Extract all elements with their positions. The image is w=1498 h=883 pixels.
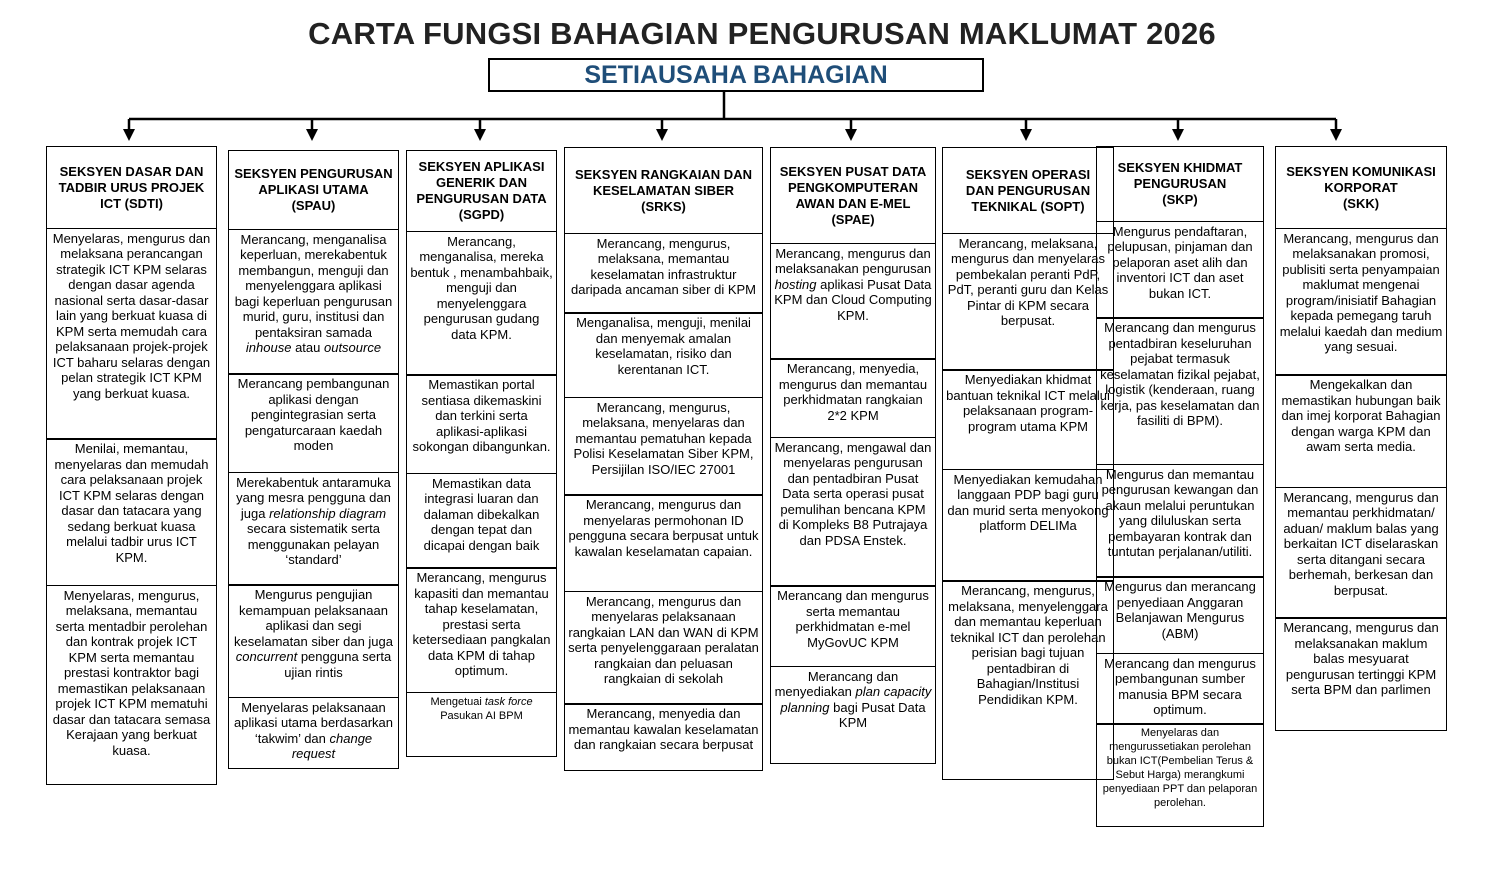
section-heading-text: [780, 164, 927, 228]
function-box: [1275, 487, 1447, 619]
section-heading-line: APLIKASI UTAMA: [258, 182, 369, 197]
chart-title: CARTA FUNGSI BAHAGIAN PENGURUSAN MAKLUMAT 2026: [308, 16, 1216, 51]
section-heading-line: SEKSYEN OPERASI: [965, 166, 1091, 182]
function-box: [228, 373, 399, 473]
section-heading-line: AWAN DAN E-MEL: [795, 195, 911, 211]
function-text: bagi Pusat Data KPM: [829, 699, 926, 730]
section-heading: [1275, 146, 1447, 229]
function-text: Merancang, menyedia, mengurus dan memantau perkhidmatan rangkaian 2*2 KPM: [778, 361, 928, 423]
section-column-sgpd: [406, 150, 557, 757]
function-text: Menganalisa, menguji, menilai dan menyemak amalan keselamatan, risiko dan kerentanan ICT.: [576, 315, 751, 377]
function-text-italic: relationship diagram: [269, 505, 387, 521]
section-heading: [1096, 146, 1264, 222]
function-box: [942, 233, 1114, 371]
function-box: [770, 666, 936, 764]
function-box: [564, 233, 763, 314]
function-box: [942, 469, 1114, 582]
section-heading: [942, 147, 1114, 234]
function-box: [1275, 228, 1447, 376]
function-text: Merancang, menganalisa keperluan, merekabentuk membangun, menguji dan menyelenggara aplikasi bagi keperluan pengurusan murid, guru, institusi dan pentaksiran samada: [234, 231, 393, 340]
function-box: [1096, 723, 1264, 827]
section-heading-line: (SPAU): [291, 198, 336, 213]
function-text: Merancang, mengurus, melaksana, memantau keselamatan infrastruktur daripada ancaman siber di KPM: [571, 235, 756, 297]
function-text: Merancang, mengurus dan melaksanakan promosi, publisiti serta penyampaian maklumat mengenai program/inisiatif Bahagian kepada pemegang taruh melalui kaedah dan medium yang sesuai.: [1279, 230, 1443, 354]
function-box: [406, 473, 557, 569]
function-text: secara sistematik serta menggunakan pelayan ‘standard’: [247, 521, 380, 567]
function-text-italic: outsource: [323, 340, 382, 355]
function-text: Merekabentuk antaramuka yang mesra pengguna dan juga: [236, 474, 391, 521]
section-heading-line: SEKSYEN RANGKAIAN DAN: [575, 166, 752, 182]
section-column-spau: [228, 150, 399, 769]
function-box: [1275, 617, 1447, 731]
function-box: [564, 591, 763, 705]
function-text-italic: task force: [484, 695, 533, 708]
function-box: [228, 472, 399, 586]
function-text: Merancang, mengurus dan memantau perkhidmatan/ aduan/ maklum balas yang berkaitan ICT diselaraskan serta ditangani secara berhemah, berkesan dan berpusat.: [1283, 489, 1439, 598]
function-text: Menyelaras pelaksanaan aplikasi utama berdasarkan ‘takwim’ dan: [234, 699, 393, 746]
function-box: [564, 703, 763, 771]
function-text: Menyelaras dan mengurussetiakan perolehan bukan ICT(Pembelian Terus & Sebut Harga) merangkumi penyediaan PPT dan pelaporan perolehan.: [1102, 727, 1258, 809]
function-box: [406, 374, 557, 474]
function-text: Merancang, menyedia dan memantau kawalan keselamatan dan rangkaian secara berpusat: [568, 706, 759, 752]
arrowhead: [1020, 129, 1032, 141]
section-heading-line: TEKNIKAL (SOPT): [971, 198, 1085, 214]
function-text: Memastikan portal sentiasa dikemaskini dan terkini serta aplikasi-aplikasi sokongan dibangunkan.: [412, 377, 551, 454]
connector-trunk: [129, 92, 1336, 119]
section-heading-line: GENERIK DAN: [435, 175, 527, 190]
function-text: Merancang, mengurus dan menyelaras permohonan ID pengguna secara berpusat untuk kawalan keselamatan capaian.: [568, 497, 759, 559]
function-box: [770, 585, 936, 667]
section-heading-text: [234, 166, 392, 214]
section-column-skp: [1096, 146, 1264, 827]
arrowhead: [845, 129, 857, 141]
function-text: Merancang, mengurus dan menyelaras pelaksanaan rangkaian LAN dan WAN di KPM serta penyelenggaraan peralatan rangkaian dan peluasan rangkaian di sekolah: [568, 593, 759, 686]
section-column-sdti: [46, 146, 217, 785]
section-heading-line: PENGURUSAN: [1133, 176, 1227, 191]
function-text: Merancang, mengurus kapasiti dan memantau tahap keselamatan, prestasi serta ketersediaan pangkalan data KPM di tahap optimum.: [412, 570, 551, 678]
function-text: pengguna serta ujian rintis: [284, 649, 392, 680]
function-text: Merancang dan mengurus pembangunan sumber manusia BPM secara optimum.: [1104, 655, 1256, 717]
section-heading-line: (SPAE): [831, 211, 875, 227]
function-text: Menyelaras, mengurus dan melaksana perancangan strategik ICT KPM selaras dengan dasar agenda nasional serta dasar-dasar lain yang berkuat kuasa di KPM serta memudah cara pelaksanaan projek-projek ICT baharu selaras dengan pelan strategik ICT KPM yang berkuat kuasa.: [52, 230, 211, 401]
function-box: [1096, 576, 1264, 654]
function-text: Memastikan data integrasi luaran dan dalaman dibekalkan dengan tepat dan dicapai dengan baik: [423, 475, 540, 553]
function-text: Merancang, mengawal dan menyelaras pengurusan dan pentadbiran Pusat Data serta operasi pusat pemulihan bencana KPM di Kompleks B8 Putrajaya dan PDSA Enstek.: [774, 439, 932, 548]
arrowhead: [123, 129, 135, 141]
function-text: Menilai, memantau, menyelaras dan memudah cara pelaksanaan projek ICT KPM selaras dengan dasar dan tatacara yang sedang berkuat kuasa melalui tadbir urus ICT KPM.: [54, 441, 209, 565]
function-text: Merancang, mengurus, melaksana, menyelenggara dan memantau keperluan teknikal ICT dan perolehan perisian bagi tujuan pentadbiran di Bahagian/Institusi Pendidikan KPM.: [948, 583, 1108, 707]
function-text: Mengekalkan dan memastikan hubungan baik dan imej korporat Bahagian dengan warga KPM dan awam serta media.: [1281, 377, 1441, 454]
section-heading-line: ICT (SDTI): [100, 195, 163, 211]
function-text: Mengurus dan memantau pengurusan kewangan dan akaun melalui peruntukan yang diluluskan serta pembayaran kontrak dan tuntutan perjalanan/utiliti.: [1101, 466, 1259, 559]
section-heading-line: PENGKOMPUTERAN: [787, 179, 918, 195]
function-box: [1096, 464, 1264, 578]
section-heading: [564, 147, 763, 234]
section-heading-line: KORPORAT: [1324, 179, 1398, 195]
section-column-srks: [564, 147, 763, 771]
section-heading: [770, 147, 936, 244]
section-heading-text: [966, 167, 1090, 215]
function-text: Merancang dan mengurus pentadbiran keseluruhan pejabat termasuk keselamatan fizikal pejabat, logistik (kenderaan, ruang kerja, pas keselamatan dan fasiliti di BPM).: [1100, 320, 1260, 428]
section-heading-line: SEKSYEN KOMUNIKASI: [1286, 163, 1436, 179]
function-box: [228, 584, 399, 698]
arrowhead: [1172, 129, 1184, 141]
section-heading-line: SEKSYEN APLIKASI: [418, 159, 545, 174]
section-heading-line: (SGPD): [458, 207, 505, 222]
function-text-italic: inhouse: [245, 340, 292, 355]
function-box: [564, 312, 763, 398]
function-text-italic: concurrent: [235, 649, 298, 664]
arrowhead: [474, 129, 486, 141]
section-heading-text: [59, 164, 205, 212]
function-box: [770, 437, 936, 587]
function-text: Mengurus pendaftaran, pelupusan, pinjaman dan pelaporan aset alih dan inventori ICT dan aset bukan ICT.: [1107, 223, 1253, 301]
function-text: Menyediakan khidmat bantuan teknikal ICT melalui pelaksanaan program-program utama KPM: [946, 372, 1110, 434]
arrowhead: [656, 129, 668, 141]
section-heading: [228, 150, 399, 230]
function-box: [406, 692, 557, 757]
section-heading-line: SEKSYEN PENGURUSAN: [234, 166, 393, 181]
section-heading-line: DAN PENGURUSAN: [965, 182, 1091, 198]
function-text-italic: hosting: [774, 276, 817, 292]
function-box: [46, 228, 217, 440]
function-box: [1275, 374, 1447, 488]
function-text: Merancang, mengurus dan melaksanakan pengurusan: [774, 245, 932, 276]
section-column-spae: [770, 147, 936, 764]
function-box: [46, 585, 217, 785]
function-box: [564, 397, 763, 496]
function-box: [1096, 221, 1264, 319]
function-box: [228, 229, 399, 375]
section-heading-line: SEKSYEN DASAR DAN: [59, 163, 204, 179]
function-text: Mengetuai: [430, 695, 485, 708]
function-text: Menyediakan kemudahan langgaan PDP bagi guru dan murid serta menyokong platform DELIMa: [947, 471, 1109, 533]
function-box: [228, 697, 399, 769]
section-heading-line: (SKP): [1162, 192, 1198, 207]
function-box: [1096, 653, 1264, 725]
function-text: Mengurus dan merancang penyediaan Anggaran Belanjawan Mengurus (ABM): [1104, 579, 1256, 641]
section-heading: [46, 146, 217, 229]
top-box-setiausaha: SETIAUSAHA BAHAGIAN: [488, 58, 984, 92]
section-heading-line: KESELAMATAN SIBER: [592, 182, 735, 198]
function-text: Merancang dan mengurus serta memantau perkhidmatan e-mel MyGovUC KPM: [777, 588, 929, 650]
section-heading-text: [1286, 164, 1436, 212]
function-text: Merancang, melaksana, mengurus dan menyelaras pembekalan peranti PdP, PdT, peranti guru dan Kelas Pintar di KPM secara berpusat.: [947, 235, 1109, 328]
section-heading-text: [575, 167, 752, 215]
arrowhead: [1330, 129, 1342, 141]
section-heading-line: (SRKS): [641, 198, 686, 214]
section-heading-line: TADBIR URUS PROJEK: [58, 179, 205, 195]
section-column-skk: [1275, 146, 1447, 731]
function-box: [564, 494, 763, 592]
section-heading-line: PENGURUSAN DATA: [416, 191, 547, 206]
function-box: [942, 369, 1114, 470]
arrowhead: [306, 129, 318, 141]
function-box: [46, 438, 217, 586]
function-box: [1096, 317, 1264, 465]
function-box: [406, 231, 557, 376]
section-heading-line: (SKK): [1342, 195, 1380, 211]
function-text: Merancang dan menyediakan: [774, 668, 899, 699]
function-box: [406, 567, 557, 693]
section-heading: [406, 150, 557, 232]
function-text: Merancang, mengurus dan melaksanakan maklum balas mesyuarat pengurusan tertinggi KPM serta BPM dan parlimen: [1283, 620, 1439, 697]
section-column-sopt: [942, 147, 1114, 780]
function-text-italic: plan capacity planning: [780, 684, 932, 715]
function-text-italic: change request: [291, 730, 373, 761]
function-box: [942, 580, 1114, 780]
function-box: [770, 358, 936, 438]
connector-drops: [123, 119, 1342, 141]
function-text: atau: [291, 340, 324, 355]
function-text: Menyelaras, mengurus, melaksana, memantau serta mentadbir perolehan dan kontrak projek ICT KPM serta memantau prestasi kontraktor bagi memastikan pelaksanaan projek ICT KPM mematuhi dasar dan tatacara semasa Kerajaan yang berkuat kuasa.: [52, 587, 211, 758]
function-box: [770, 243, 936, 360]
section-heading-line: SEKSYEN PUSAT DATA: [779, 163, 927, 179]
function-text: Pasukan AI BPM: [440, 709, 523, 722]
function-text: Merancang, menganalisa, mereka bentuk , menambahbaik, menguji dan menyelenggara pengurusan gudang data KPM.: [410, 233, 553, 342]
function-text: Merancang, mengurus, melaksana, menyelaras dan memantau pematuhan kepada Polisi Keselamatan Siber KPM, Persijilan ISO/IEC 27001: [573, 399, 754, 477]
section-heading-text: [1118, 160, 1243, 208]
section-heading-line: SEKSYEN KHIDMAT: [1117, 160, 1243, 175]
function-text: Mengurus pengujian kemampuan pelaksanaan aplikasi dan segi keselamatan siber dan juga: [234, 587, 393, 649]
section-heading-text: [416, 159, 546, 223]
function-text: Merancang pembangunan aplikasi dengan pengintegrasian serta pengaturcaraan kaedah moden: [237, 376, 390, 453]
function-text: aplikasi Pusat Data KPM dan Cloud Computing KPM.: [774, 276, 932, 323]
